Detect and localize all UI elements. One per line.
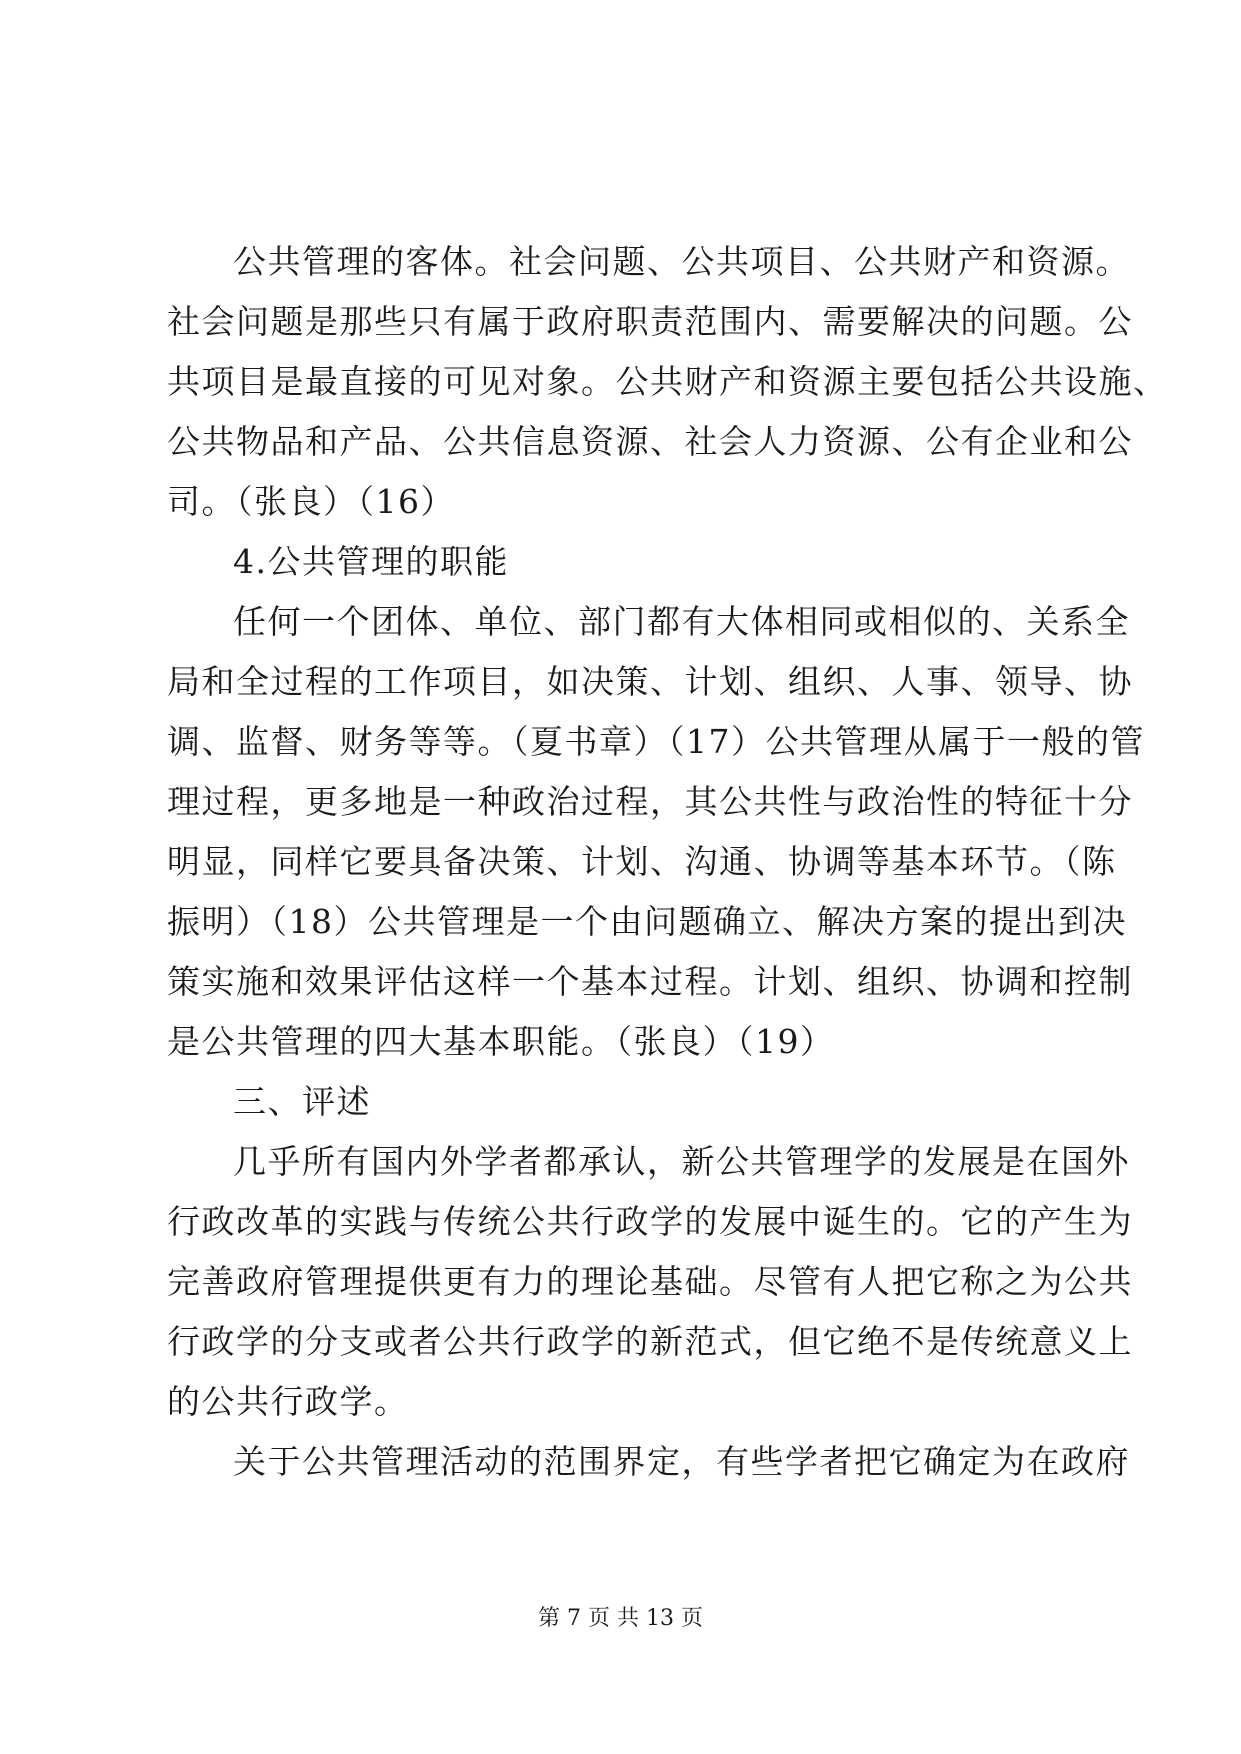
paragraph-line: 完善政府管理提供更有力的理论基础。尽管有人把它称之为公共 [167, 1262, 1133, 1301]
paragraph-line: 策实施和效果评估这样一个基本过程。计划、组织、协调和控制 [167, 962, 1133, 1001]
paragraph-line: 局和全过程的工作项目，如决策、计划、组织、人事、领导、协 [167, 662, 1133, 701]
paragraph-line: 明显，同样它要具备决策、计划、沟通、协调等基本环节。（陈 [167, 842, 1117, 881]
paragraph-line: 任何一个团体、单位、部门都有大体相同或相似的、关系全 [233, 602, 1130, 641]
page-number: 第 7 页 共 13 页 [538, 1606, 703, 1631]
paragraph-line: 调、监督、财务等等。（夏书章）（17）公共管理从属于一般的管 [167, 722, 1145, 761]
paragraph-line: 是公共管理的四大基本职能。（张良）（19） [167, 1022, 835, 1061]
document-body [167, 232, 1168, 1492]
paragraph-line: 司。（张良）（16） [167, 482, 455, 521]
paragraph-line: 公共物品和产品、公共信息资源、社会人力资源、公有企业和公 [167, 422, 1133, 461]
paragraph-line: 关于公共管理活动的范围界定，有些学者把它确定为在政府 [233, 1442, 1130, 1481]
paragraph-line: 振明）（18）公共管理是一个由问题确立、解决方案的提出到决 [167, 902, 1127, 941]
paragraph-line: 行政学的分支或者公共行政学的新范式，但它绝不是传统意义上 [167, 1322, 1133, 1361]
section-heading: 三、评述 [233, 1082, 371, 1121]
paragraph-line: 行政改革的实践与传统公共行政学的发展中诞生的。它的产生为 [167, 1202, 1133, 1241]
paragraph-line: 的公共行政学。 [167, 1382, 409, 1421]
paragraph-line: 几乎所有国内外学者都承认，新公共管理学的发展是在国外 [233, 1142, 1130, 1181]
paragraph-line: 理过程，更多地是一种政治过程，其公共性与政治性的特征十分 [167, 782, 1133, 821]
paragraph-line: 共项目是最直接的可见对象。公共财产和资源主要包括公共设施、 [167, 362, 1168, 401]
paragraph-line: 公共管理的客体。社会问题、公共项目、公共财产和资源。 [233, 242, 1130, 281]
section-heading: 4.公共管理的职能 [233, 542, 509, 581]
paragraph-line: 社会问题是那些只有属于政府职责范围内、需要解决的问题。公 [167, 302, 1133, 341]
